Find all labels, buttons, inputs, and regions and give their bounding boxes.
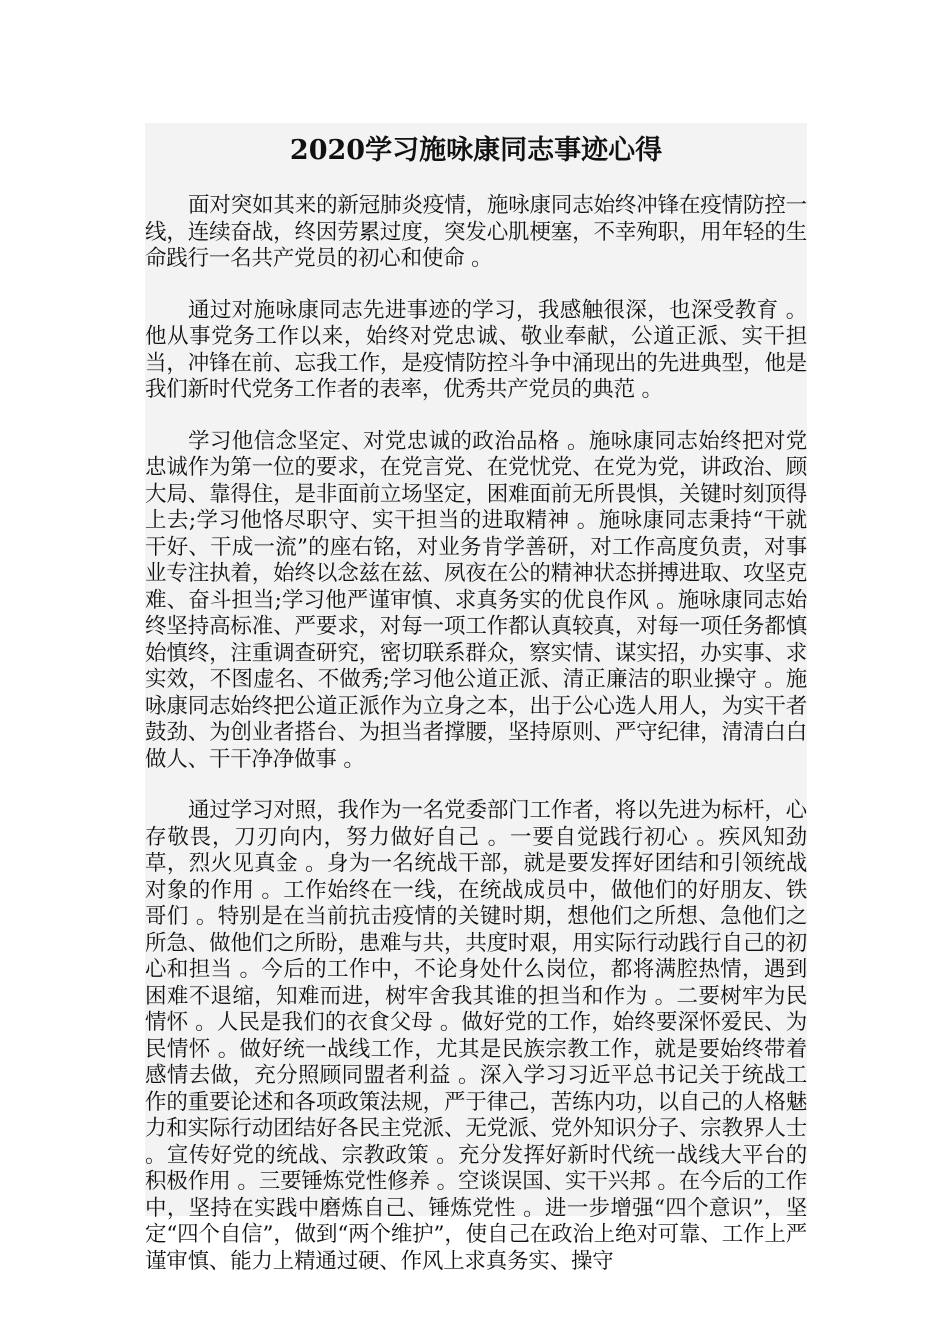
document-title: 2020学习施咏康同志事迹心得 [289, 135, 663, 166]
paragraph-intro: 面对突如其来的新冠肺炎疫情，施咏康同志始终冲锋在疫情防控一线，连续奋战，终因劳累过度，突发心肌梗塞，不幸殉职，用年轻的生命践行一名共产党员的初心和使命 。 [145, 193, 807, 271]
paragraph-learning-points: 学习他信念坚定、对党忠诚的政治品格 。施咏康同志始终把对党忠诚作为第一位的要求，在党言党、在党忧党、在党为党，讲政治、顾大局、靠得住，是非面前立场坚定，困难面前无所畏惧，关键时刻顶得上去;学习他恪尽职守、实干担当的进取精神 。施咏康同志秉持“干就干好、干成一流”的座右铭，对业务肯学善研，对工作高度负责，对事业专注执着，始终以念兹在兹、夙夜在公的精神状态拼搏进取、攻坚克难、奋斗担当;学习他严谨审慎、求真务实的优良作风 。施咏康同志始终坚持高标准、严要求，对每一项工作都认真较真，对每一项任务都慎始慎终，注重调查研究，密切联系群众，察实情、谋实招，办实事、求实效，不图虚名、不做秀;学习他公道正派、清正廉洁的职业操守 。施咏康同志始终把公道正派作为立身之本，出于公心选人用人，为实干者鼓劲、为创业者搭台、为担当者撑腰，坚持原则、严守纪律，清清白白做人、干干净净做事 。 [145, 428, 807, 772]
paragraph-study-feeling: 通过对施咏康同志先进事迹的学习，我感触很深，也深受教育 。他从事党务工作以来，始终对党忠诚、敬业奉献，公道正派、实干担当，冲锋在前、忘我工作，是疫情防控斗争中涌现出的先进典型，他是我们新时代党务工作者的表率，优秀共产党员的典范 。 [145, 297, 807, 402]
document-body [145, 193, 807, 1300]
paragraph-self-reflection: 通过学习对照，我作为一名党委部门工作者，将以先进为标杆，心存敬畏，刀刃向内，努力做好自己 。一要自觉践行初心 。疾风知劲草，烈火见真金 。身为一名统战干部，就是要发挥好团结和引领统战对象的作用 。工作始终在一线，在统战成员中，做他们的好朋友、铁哥们 。特别是在当前抗击疫情的关键时期，想他们之所想、急他们之所急、做他们之所盼，患难与共，共度时艰，用实际行动践行自己的初心和担当 。今后的工作中，不论身处什么岗位，都将满腔热情，遇到困难不退缩，知难而进，树牢舍我其谁的担当和作为 。二要树牢为民情怀 。人民是我们的衣食父母 。做好党的工作，始终要深怀爱民、为民情怀 。做好统一战线工作，尤其是民族宗教工作，就是要始终带着感情去做，充分照顾同盟者利益 。深入学习习近平总书记关于统战工作的重要论述和各项政策法规，严于律己，苦练内功，以自己的人格魅力和实际行动团结好各民主党派、无党派、党外知识分子、宗教界人士 。宣传好党的统战、宗教政策 。充分发挥好新时代统一战线大平台的积极作用 。三要锤炼党性修养 。空谈误国、实干兴邦 。在今后的工作中，坚持在实践中磨炼自己、锤炼党性 。进一步增强“四个意识”，坚定“四个自信”，做到“两个维护”，使自己在政治上绝对可靠、工作上严谨审慎、能力上精通过硬、作风上求真务实、操守 [145, 798, 807, 1274]
